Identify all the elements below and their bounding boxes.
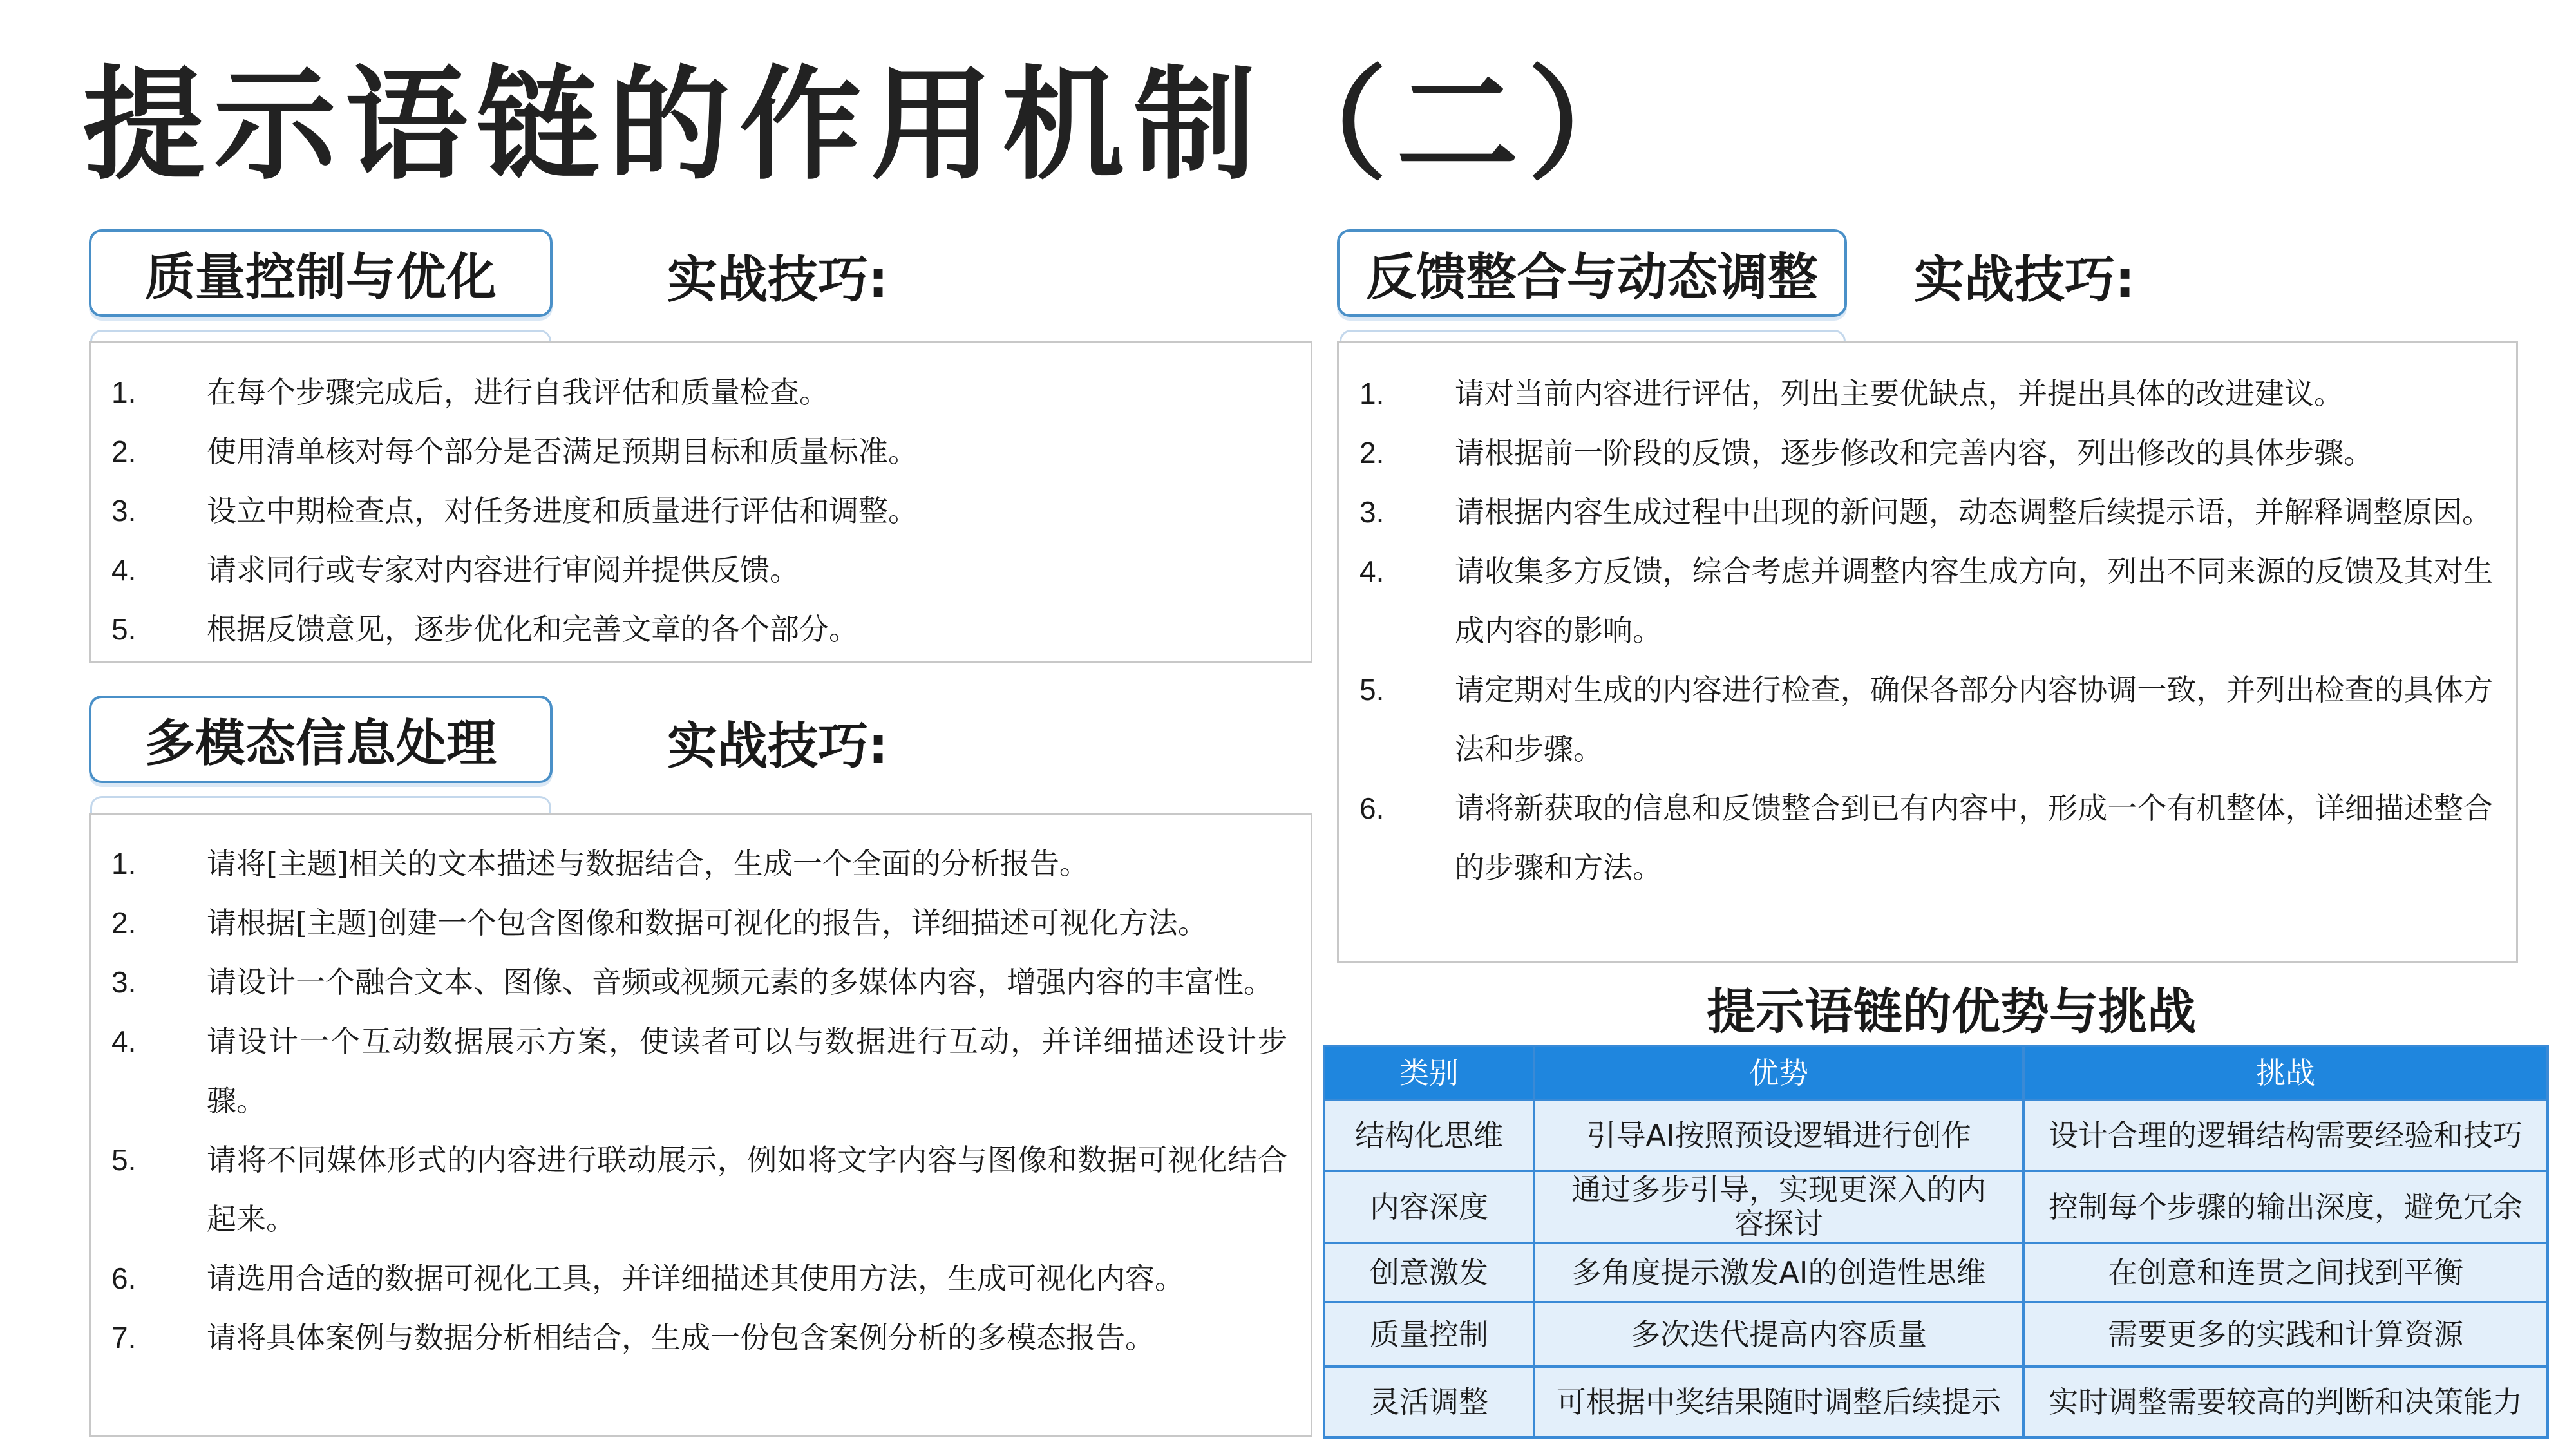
tips-label-multimodal: 实战技巧: [667,717,889,775]
tab-decoration [90,796,551,813]
section-heading-feedback: 反馈整合与动态调整 [1337,229,1847,317]
advantages-challenges-table [1323,1045,2549,1439]
list-item: 5. 请定期对生成的内容进行检查，确保各部分内容协调一致，并列出检查的具体方法和步骤。 [1359,672,2493,766]
table-cell: 控制每个步骤的输出深度，避免冗余 [2023,1171,2548,1243]
table-header-row [1324,1046,2548,1100]
list-item: 3. 设立中期检查点，对任务进度和质量进行评估和调整。 [111,493,918,528]
list-item: 2. 请根据[主题]创建一个包含图像和数据可视化的报告，详细描述可视化方法。 [111,905,1208,940]
table-row [1324,1302,2548,1367]
table-row [1324,1100,2548,1171]
list-item: 2. 使用清单核对每个部分是否满足预期目标和质量标准。 [111,434,918,469]
table-cell: 实时调整需要较高的判断和决策能力 [2023,1367,2548,1437]
list-item: 1. 在每个步骤完成后，进行自我评估和质量检查。 [111,375,829,410]
list-item: 6. 请选用合适的数据可视化工具，并详细描述其使用方法，生成可视化内容。 [111,1261,1184,1296]
tips-box-quality [89,341,1312,663]
table-cell: 需要更多的实践和计算资源 [2023,1302,2548,1367]
table-cell: 设计合理的逻辑结构需要经验和技巧 [2023,1100,2548,1171]
list-item: 5. 请将不同媒体形式的内容进行联动展示，例如将文字内容与图像和数据可视化结合起来。 [111,1142,1287,1236]
table-cell: 引导AI按照预设逻辑进行创作 [1534,1100,2023,1171]
table-cell: 结构化思维 [1324,1100,1534,1171]
list-item: 1. 请对当前内容进行评估，列出主要优缺点，并提出具体的改进建议。 [1359,376,2344,411]
table-row [1324,1367,2548,1437]
list-item: 2. 请根据前一阶段的反馈，逐步修改和完善内容，列出修改的具体步骤。 [1359,435,2373,470]
table-row [1324,1171,2548,1243]
list-item: 6. 请将新获取的信息和反馈整合到已有内容中，形成一个有机整体，详细描述整合的步骤和方法。 [1359,791,2493,885]
list-item: 4. 请收集多方反馈，综合考虑并调整内容生成方向，列出不同来源的反馈及其对生成内容的影响。 [1359,554,2493,648]
tips-list-quality [111,363,1287,659]
section-heading-multimodal: 多模态信息处理 [89,696,553,783]
list-item: 3. 请设计一个融合文本、图像、音频或视频元素的多媒体内容，增强内容的丰富性。 [111,965,1273,999]
table-cell: 创意激发 [1324,1243,1534,1302]
tips-box-multimodal [89,813,1312,1437]
table-cell: 灵活调整 [1324,1367,1534,1437]
column-header: 类别 [1324,1046,1534,1100]
table-row [1324,1243,2548,1302]
list-item: 4. 请求同行或专家对内容进行审阅并提供反馈。 [111,553,799,587]
list-item: 5. 根据反馈意见，逐步优化和完善文章的各个部分。 [111,612,858,647]
tips-list-feedback [1359,364,2493,897]
tips-list-multimodal [111,834,1287,1367]
list-item: 7. 请将具体案例与数据分析相结合，生成一份包含案例分析的多模态报告。 [111,1320,1155,1355]
table-cell: 通过多步引导，实现更深入的内容探讨 [1534,1171,2023,1243]
tips-label-feedback: 实战技巧: [1914,251,2136,309]
table-cell: 在创意和连贯之间找到平衡 [2023,1243,2548,1302]
table-cell: 内容深度 [1324,1171,1534,1243]
list-item: 1. 请将[主题]相关的文本描述与数据结合，生成一个全面的分析报告。 [111,846,1089,881]
table-cell: 多次迭代提高内容质量 [1534,1302,2023,1367]
list-item: 4. 请设计一个互动数据展示方案，使读者可以与数据进行互动，并详细描述设计步骤。 [111,1024,1287,1118]
tips-box-feedback [1337,341,2518,963]
table-cell: 质量控制 [1324,1302,1534,1367]
table-cell: 多角度提示激发AI的创造性思维 [1534,1243,2023,1302]
list-item: 3. 请根据内容生成过程中出现的新问题，动态调整后续提示语，并解释调整原因。 [1359,495,2492,529]
tips-label-quality: 实战技巧: [667,251,889,309]
page-title: 提示语链的作用机制（二） [82,54,1660,196]
table-title: 提示语链的优势与挑战 [1707,983,2196,1040]
column-header: 挑战 [2023,1046,2548,1100]
section-heading-quality: 质量控制与优化 [89,229,553,317]
table-cell: 可根据中奖结果随时调整后续提示 [1534,1367,2023,1437]
column-header: 优势 [1534,1046,2023,1100]
